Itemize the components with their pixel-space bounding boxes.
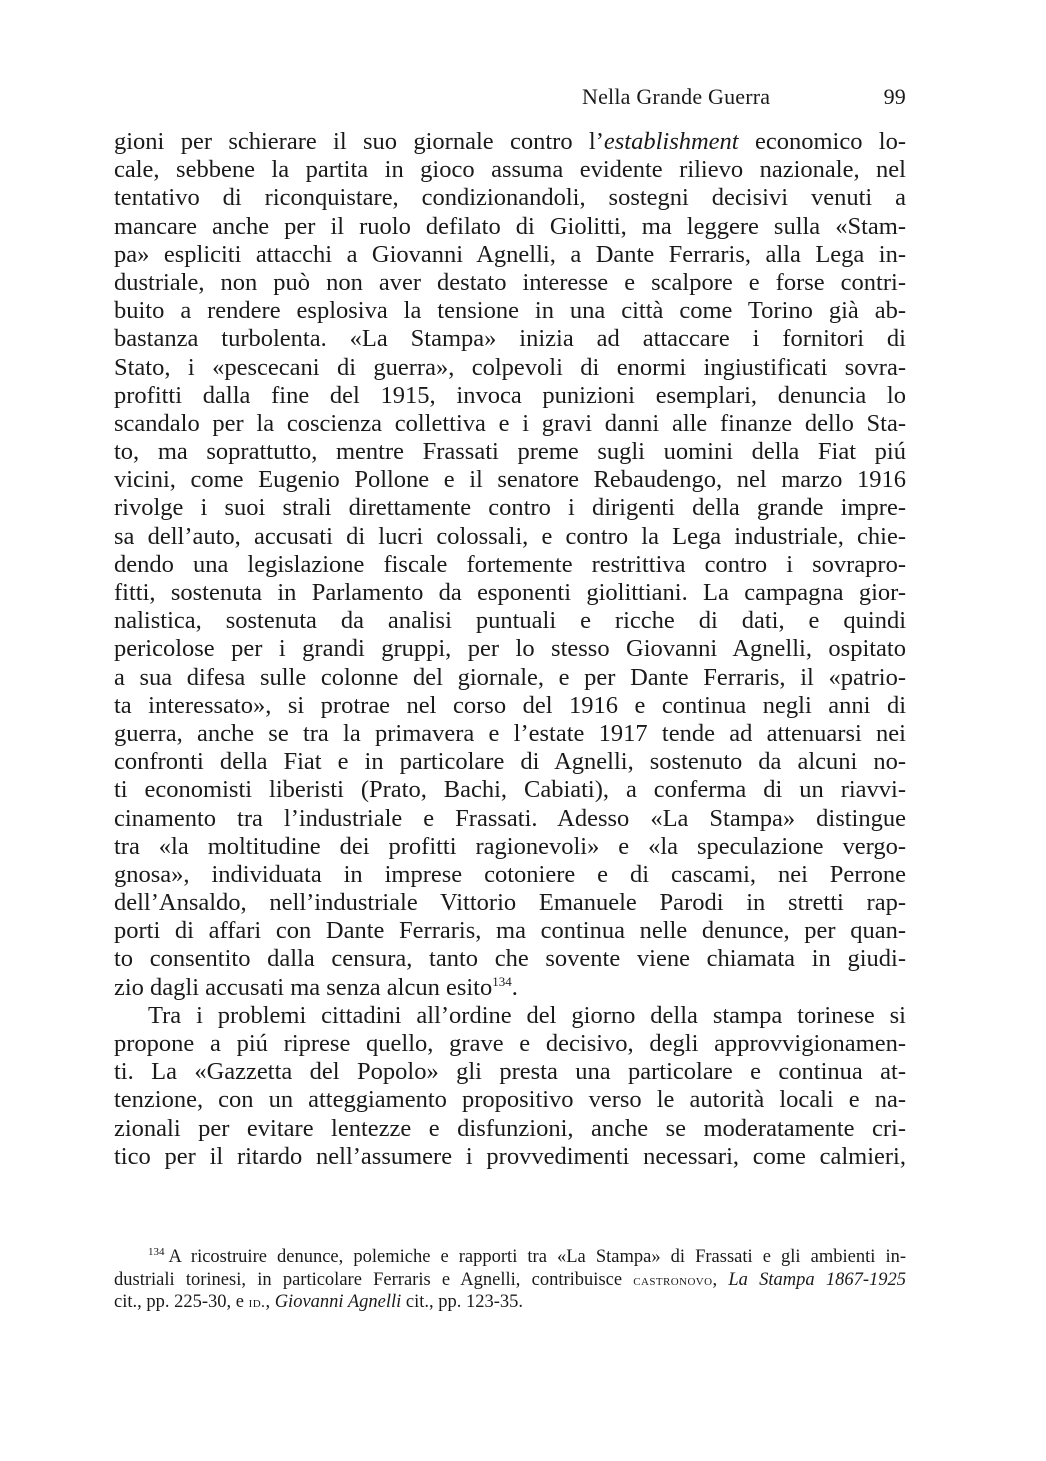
text-line: confronti della Fiat e in particolare di Agnelli, sostenuto da alcuni no- xyxy=(114,748,906,776)
text-line: Stato, i «pescecani di guerra», colpevoli di enormi ingiustificati sovra- xyxy=(114,353,906,381)
text-line: gnosa», individuata in imprese cotoniere e di cascami, nei Perrone xyxy=(114,860,906,888)
text-line: ta interessato», si protrae nel corso del 1916 e continua negli anni di xyxy=(114,691,906,719)
text-line: porti di affari con Dante Ferraris, ma continua nelle denunce, per quan- xyxy=(114,917,906,945)
text-line: ti. La «Gazzetta del Popolo» gli presta una particolare e continua at- xyxy=(114,1058,906,1086)
text-line: profitti dalla fine del 1915, invoca punizioni esemplari, denuncia lo xyxy=(114,381,906,409)
text-line: vicini, come Eugenio Pollone e il senatore Rebaudengo, nel marzo 1916 xyxy=(114,466,906,494)
footnote-reference[interactable]: 134 xyxy=(492,973,512,989)
text-line: pa» espliciti attacchi a Giovanni Agnelli, a Dante Ferraris, alla Lega in- xyxy=(114,240,906,268)
page-number: 99 xyxy=(883,84,906,109)
footnote-line: $^{134}$ A ricostruire denunce, polemiche e rapporti tra «La Stampa» di Frassati e gli ambienti in- xyxy=(148,1245,906,1267)
text-line: guerra, anche se tra la primavera e l’estate 1917 tende ad attenuarsi nei xyxy=(114,719,906,747)
footnote-block xyxy=(114,1246,906,1314)
text-line: cinamento tra l’industriale e Frassati. Adesso «La Stampa» distingue xyxy=(114,804,906,832)
text-line: to, ma soprattutto, mentre Frassati preme sugli uomini della Fiat piú xyxy=(114,438,906,466)
text-line: dustriale, non può non aver destato interesse e scalpore e forse contri- xyxy=(114,268,906,296)
footnote-number: 134 xyxy=(148,1245,165,1258)
text-line: a sua difesa sulle colonne del giornale, e per Dante Ferraris, il «patrio- xyxy=(114,663,906,691)
text-line: dendo una legislazione fiscale fortemente restrittiva contro i sovrapro- xyxy=(114,550,906,578)
text-line: nalistica, sostenuta da analisi puntuali e ricche di dati, e quindi xyxy=(114,607,906,635)
text-line: zionali per evitare lentezze e disfunzioni, anche se moderatamente cri- xyxy=(114,1114,906,1142)
text-line: bastanza turbolenta. «La Stampa» inizia ad attaccare i fornitori di xyxy=(114,325,906,353)
text-line: scandalo per la coscienza collettiva e i gravi danni alle finanze dello Sta- xyxy=(114,409,906,437)
text-line: propone a piú riprese quello, grave e decisivo, degli approvvigionamen- xyxy=(114,1030,906,1057)
text-line: sa dell’auto, accusati di lucri colossali, e contro la Lega industriale, chie- xyxy=(114,522,906,550)
text-line: tentativo di riconquistare, condizionandoli, sostegni decisivi venuti a xyxy=(114,184,906,212)
text-line: tico per il ritardo nell’assumere i provvedimenti necessari, come calmieri, xyxy=(114,1142,906,1170)
text-line: tra «la moltitudine dei profitti ragionevoli» e «la speculazione vergo- xyxy=(114,832,906,860)
running-title: Nella Grande Guerra xyxy=(582,84,771,109)
footnote-line: cit., pp. 225-30, e id., Giovanni Agnelli cit., pp. 123-35. xyxy=(114,1292,524,1312)
text-line: zio dagli accusati ma senza alcun esito$^{134}$. xyxy=(114,973,518,1001)
text-line: dell’Ansaldo, nell’industriale Vittorio Emanuele Parodi in stretti rap- xyxy=(114,889,906,917)
text-line: ti economisti liberisti (Prato, Bachi, Cabiati), a conferma di un riavvi- xyxy=(114,776,906,804)
text-line: mancare anche per il ruolo defilato di Giolitti, ma leggere sulla «Stam- xyxy=(114,212,906,240)
running-head xyxy=(582,84,906,114)
text-line: rivolge i suoi strali direttamente contro i dirigenti della grande impre- xyxy=(114,494,906,522)
text-line: to consentito dalla censura, tanto che sovente viene chiamata in giudi- xyxy=(114,945,906,973)
text-line: buito a rendere esplosiva la tensione in una città come Torino già ab- xyxy=(114,297,906,325)
text-line: fitti, sostenuta in Parlamento da esponenti giolittiani. La campagna gior- xyxy=(114,579,906,606)
footnote-line: dustriali torinesi, in particolare Ferraris e Agnelli, contribuisce castronovo, La Stampa 1867-1925 xyxy=(114,1269,906,1290)
text-line: cale, sebbene la partita in gioco assuma evidente rilievo nazionale, nel xyxy=(114,156,906,184)
text-line: tenzione, con un atteggiamento propositivo verso le autorità locali e na- xyxy=(114,1086,906,1114)
main-text xyxy=(114,128,906,1171)
paragraph-start-line: Tra i problemi cittadini all’ordine del giorno della stampa torinese si xyxy=(148,1001,906,1029)
text-line: gioni per schierare il suo giornale contro l’establishment economico lo- xyxy=(114,128,906,155)
text-line: pericolose per i grandi gruppi, per lo stesso Giovanni Agnelli, ospitato xyxy=(114,635,906,663)
